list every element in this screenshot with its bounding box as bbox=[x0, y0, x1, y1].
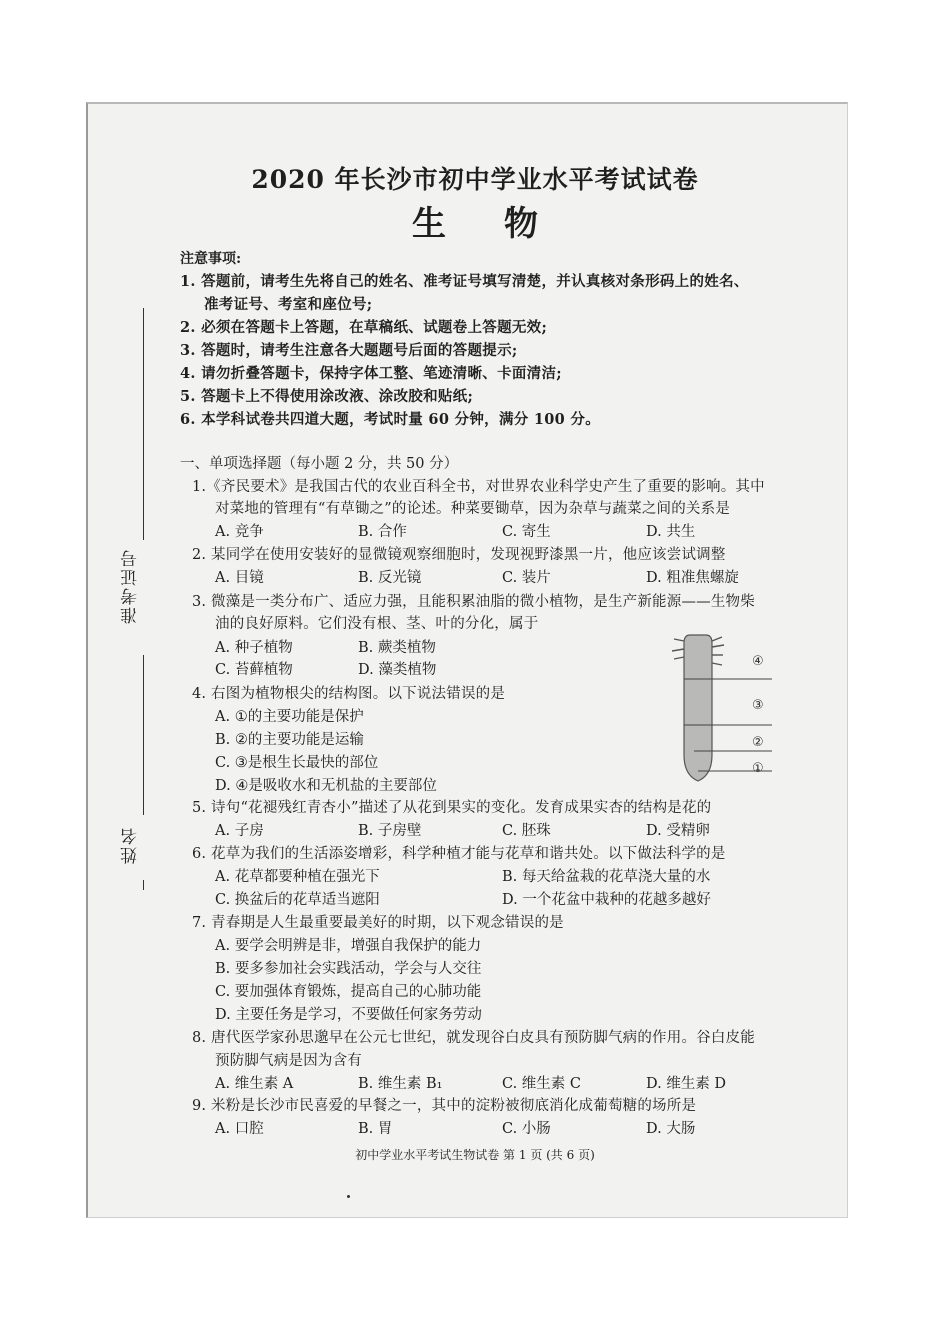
scan-speck bbox=[347, 1195, 350, 1198]
notice-heading: 注意事项: bbox=[180, 251, 242, 267]
question-6-option-d: D. 一个花盆中栽种的花越多越好 bbox=[502, 892, 711, 908]
question-5-option-a: A. 子房 bbox=[215, 823, 264, 839]
name-label: 姓名 bbox=[121, 826, 141, 864]
question-4-option-b: B. ②的主要功能是运输 bbox=[215, 732, 364, 748]
question-6-option-b: B. 每天给盆栽的花草浇大量的水 bbox=[502, 869, 711, 885]
binding-line-top bbox=[143, 308, 144, 540]
subject-title: 生物 bbox=[412, 204, 596, 244]
question-5-option-b: B. 子房壁 bbox=[358, 823, 422, 839]
question-6-stem: 6. 花草为我们的生活添姿增彩，科学种植才能与花草和谐共处。以下做法科学的是 bbox=[192, 846, 726, 862]
question-2-stem: 2. 某同学在使用安装好的显微镜观察细胞时，发现视野漆黑一片，他应该尝试调整 bbox=[192, 547, 726, 563]
question-9-stem: 9. 米粉是长沙市民喜爱的早餐之一，其中的淀粉被彻底消化成葡萄糖的场所是 bbox=[192, 1098, 697, 1114]
question-2-option-d: D. 粗准焦螺旋 bbox=[646, 570, 739, 586]
exam-id-label: 准考证号 bbox=[121, 548, 141, 624]
question-3-option-d: D. 藻类植物 bbox=[358, 662, 437, 678]
notice-line-6: 6. 本学科试卷共四道大题，考试时量 60 分钟，满分 100 分。 bbox=[180, 411, 601, 428]
question-6-option-a: A. 花草都要种植在强光下 bbox=[215, 869, 380, 885]
exam-id-blank bbox=[143, 655, 144, 815]
question-7-option-b: B. 要多参加社会实践活动，学会与人交往 bbox=[215, 961, 482, 977]
notice-line-1: 1. 答题前，请考生先将自己的姓名、准考证号填写清楚，并认真核对条形码上的姓名、 bbox=[180, 273, 749, 290]
section-1-heading: 一、单项选择题（每小题 2 分，共 50 分） bbox=[180, 456, 459, 472]
question-4-option-c: C. ③是根生长最快的部位 bbox=[215, 755, 379, 771]
question-1-option-b: B. 合作 bbox=[358, 524, 407, 540]
question-8-option-c: C. 维生素 C bbox=[502, 1076, 581, 1092]
exam-title: 2020 年长沙市初中学业水平考试试卷 bbox=[251, 165, 699, 194]
question-3-stem-cont: 油的良好原料。它们没有根、茎、叶的分化，属于 bbox=[215, 616, 539, 632]
question-7-option-d: D. 主要任务是学习，不要做任何家务劳动 bbox=[215, 1007, 482, 1023]
question-4-option-d: D. ④是吸收水和无机盐的主要部位 bbox=[215, 778, 437, 794]
root-tip-shape bbox=[684, 635, 712, 781]
notice-line-3: 3. 答题时，请考生注意各大题题号后面的答题提示; bbox=[180, 342, 518, 359]
question-8-option-a: A. 维生素 A bbox=[215, 1076, 294, 1092]
page-footer: 初中学业水平考试生物试卷 第 1 页 (共 6 页) bbox=[355, 1148, 595, 1162]
question-8-option-b: B. 维生素 B₁ bbox=[358, 1076, 443, 1092]
zone-label-2: ② bbox=[752, 735, 764, 750]
question-7-stem: 7. 青春期是人生最重要最美好的时期，以下观念错误的是 bbox=[192, 915, 564, 931]
question-9-option-a: A. 口腔 bbox=[215, 1121, 264, 1137]
question-3-option-b: B. 蕨类植物 bbox=[358, 640, 436, 656]
question-9-option-c: C. 小肠 bbox=[502, 1121, 551, 1137]
question-9-option-b: B. 胃 bbox=[358, 1121, 393, 1137]
question-4-option-a: A. ①的主要功能是保护 bbox=[215, 709, 364, 725]
notice-line-1-cont: 准考证号、考室和座位号; bbox=[204, 296, 373, 313]
question-1-option-a: A. 竞争 bbox=[215, 524, 264, 540]
question-7-option-a: A. 要学会明辨是非，增强自我保护的能力 bbox=[215, 938, 482, 954]
question-2-option-a: A. 目镜 bbox=[215, 570, 264, 586]
zone-label-3: ③ bbox=[752, 698, 764, 713]
zone-label-4: ④ bbox=[752, 654, 764, 669]
notice-line-2: 2. 必须在答题卡上答题，在草稿纸、试题卷上答题无效; bbox=[180, 319, 548, 336]
question-9-option-d: D. 大肠 bbox=[646, 1121, 696, 1137]
question-1-option-d: D. 共生 bbox=[646, 524, 696, 540]
question-5-option-c: C. 胚珠 bbox=[502, 823, 551, 839]
root-tip-diagram bbox=[660, 625, 780, 785]
question-5-stem: 5. 诗句“花褪残红青杏小”描述了从花到果实的变化。发育成果实杏的结构是花的 bbox=[192, 800, 712, 816]
notice-line-5: 5. 答题卡上不得使用涂改液、涂改胶和贴纸; bbox=[180, 388, 474, 405]
question-8-stem-cont: 预防脚气病是因为含有 bbox=[215, 1053, 362, 1069]
question-3-option-a: A. 种子植物 bbox=[215, 640, 293, 656]
question-6-option-c: C. 换盆后的花草适当遮阳 bbox=[215, 892, 380, 908]
question-5-option-d: D. 受精卵 bbox=[646, 823, 710, 839]
zone-label-1: ① bbox=[752, 761, 764, 776]
question-1-stem: 1.《齐民要术》是我国古代的农业百科全书，对世界农业科学史产生了重要的影响。其中 bbox=[192, 479, 765, 495]
question-4-stem: 4. 右图为植物根尖的结构图。以下说法错误的是 bbox=[192, 686, 506, 702]
question-3-stem: 3. 微藻是一类分布广、适应力强，且能积累油脂的微小植物，是生产新能源——生物柴 bbox=[192, 594, 755, 610]
question-2-option-b: B. 反光镜 bbox=[358, 570, 422, 586]
question-3-option-c: C. 苔藓植物 bbox=[215, 662, 293, 678]
question-1-stem-cont: 对菜地的管理有“有草锄之”的论述。种菜要锄草，因为杂草与蔬菜之间的关系是 bbox=[215, 501, 731, 517]
name-blank bbox=[143, 880, 144, 890]
question-2-option-c: C. 装片 bbox=[502, 570, 551, 586]
question-7-option-c: C. 要加强体育锻炼，提高自己的心肺功能 bbox=[215, 984, 482, 1000]
question-1-option-c: C. 寄生 bbox=[502, 524, 551, 540]
question-8-option-d: D. 维生素 D bbox=[646, 1076, 727, 1092]
notice-line-4: 4. 请勿折叠答题卡，保持字体工整、笔迹清晰、卡面清洁; bbox=[180, 365, 562, 382]
question-8-stem: 8. 唐代医学家孙思邈早在公元七世纪，就发现谷白皮具有预防脚气病的作用。谷白皮能 bbox=[192, 1030, 755, 1046]
